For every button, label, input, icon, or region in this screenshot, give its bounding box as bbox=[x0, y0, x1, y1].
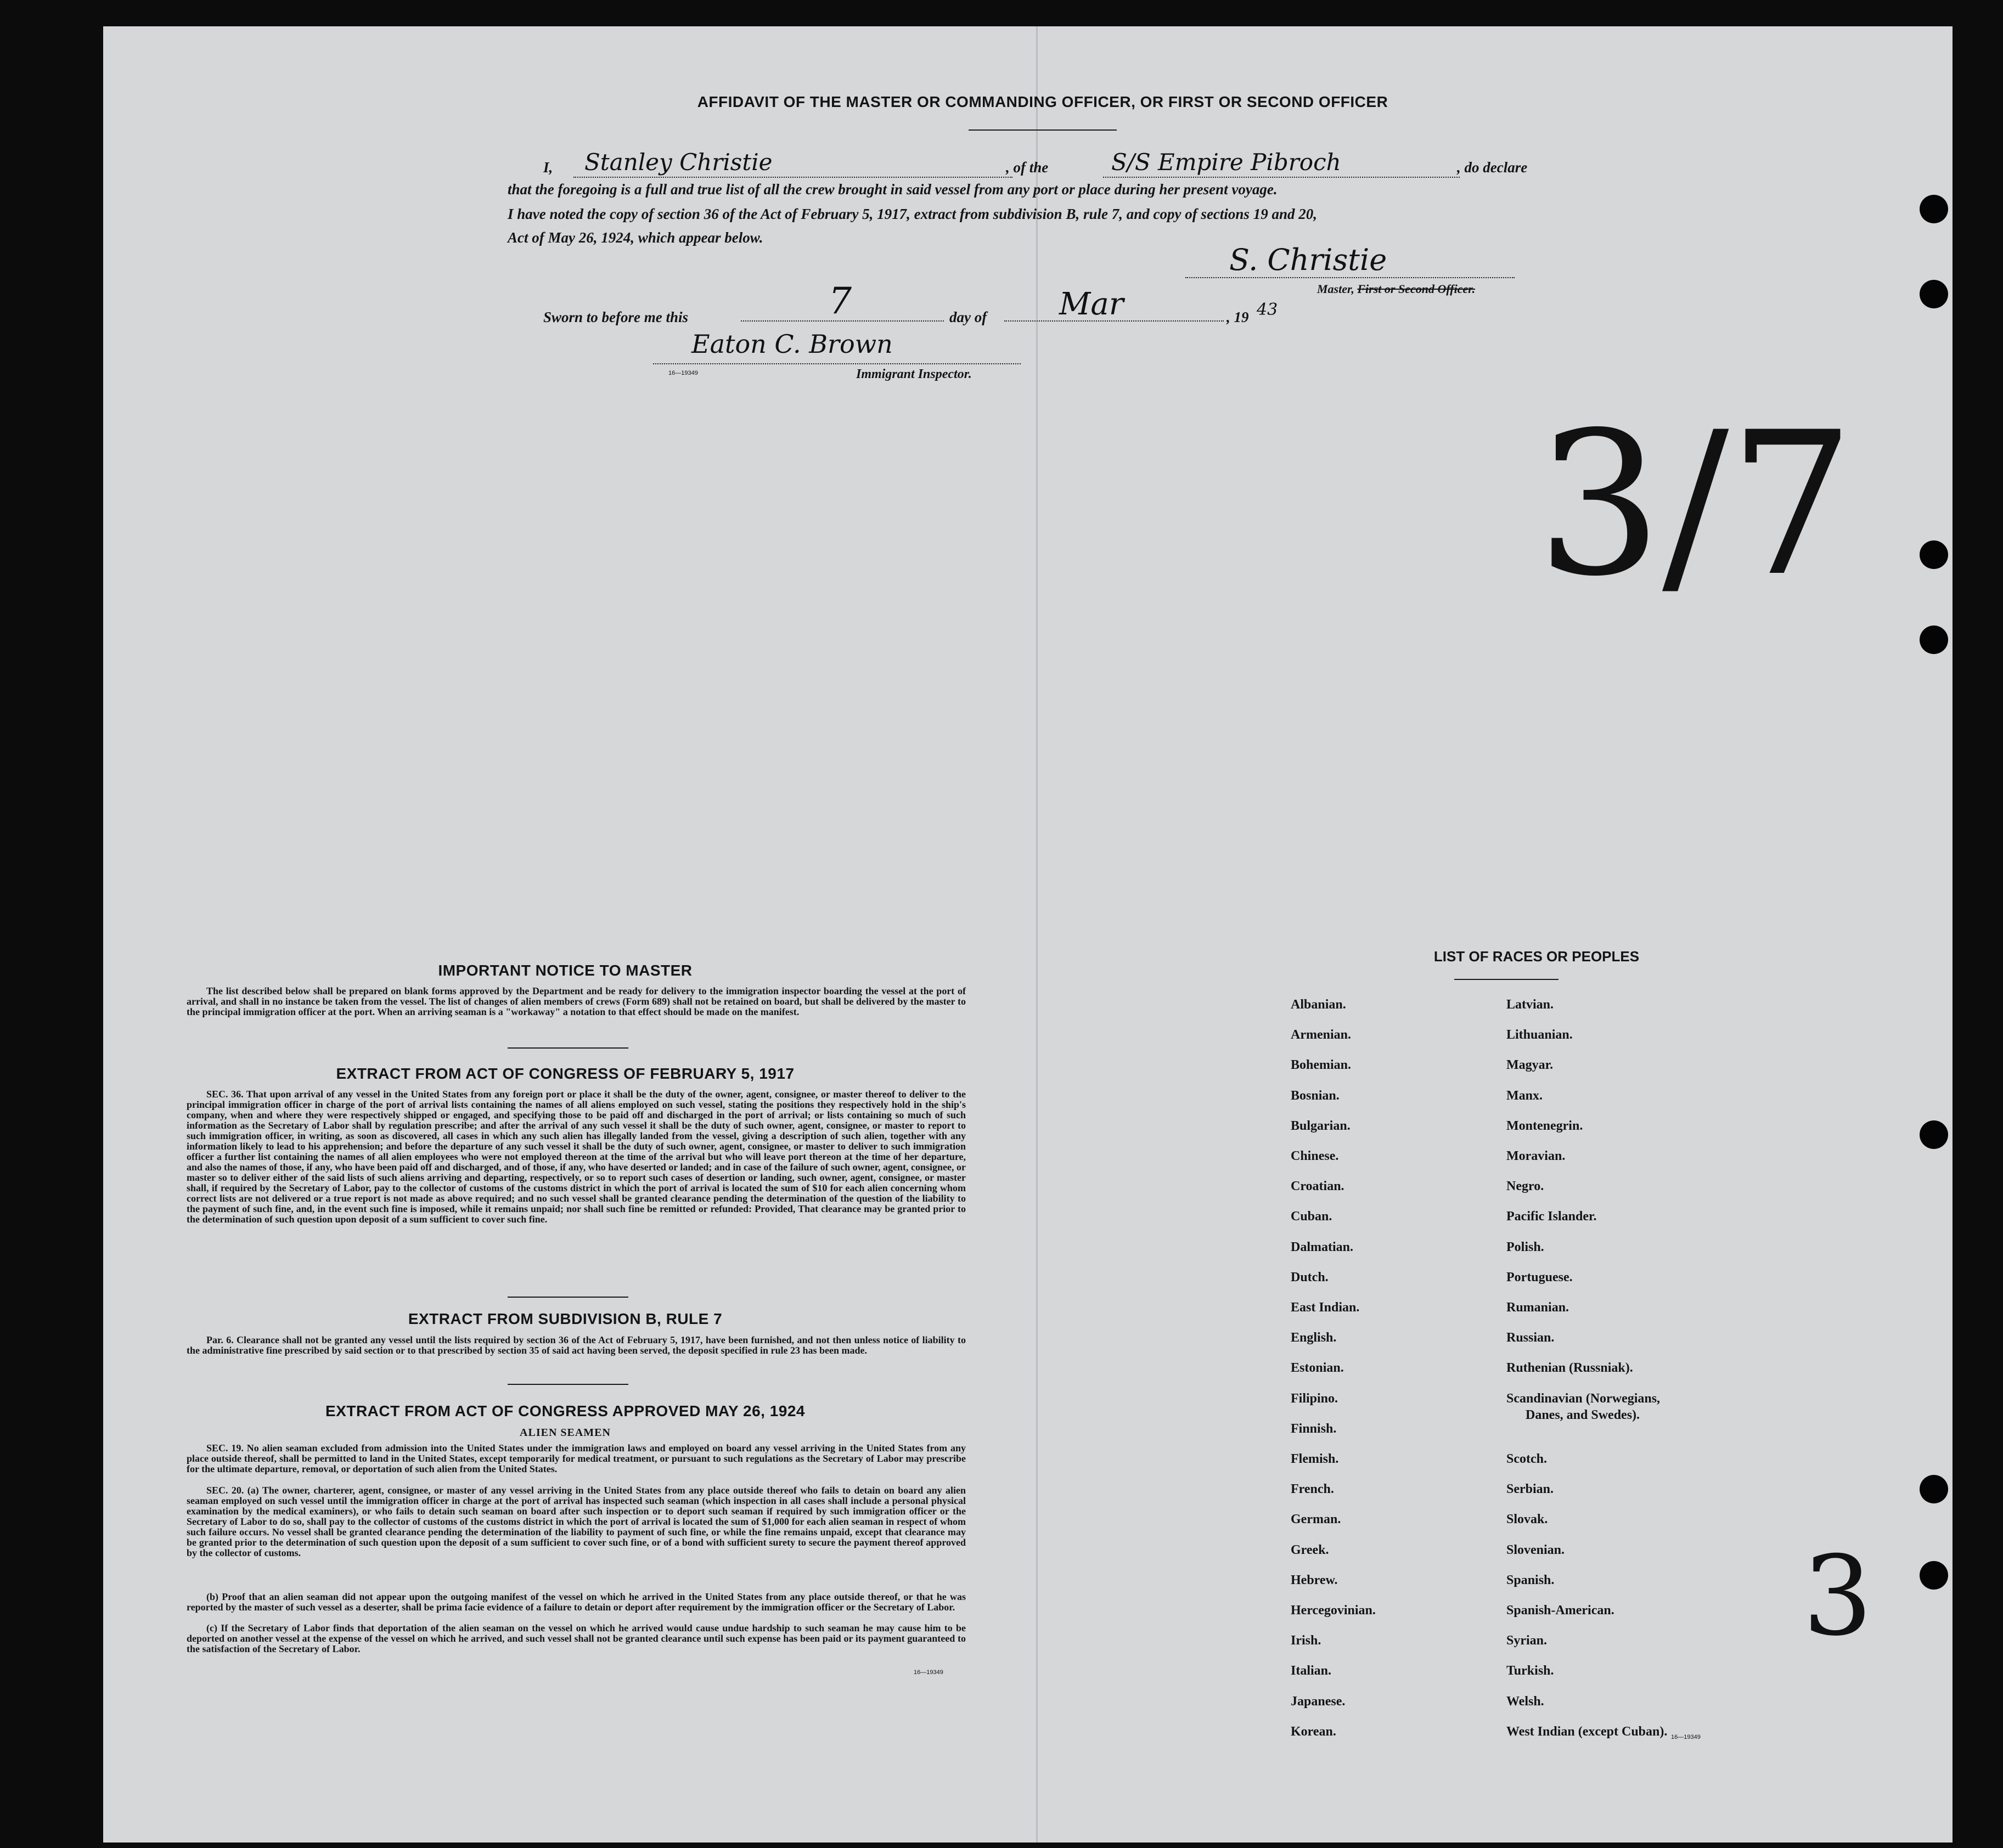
race-item-left: Bohemian. bbox=[1291, 1058, 1352, 1073]
master-name-line bbox=[573, 177, 1012, 178]
affidavit-of-the: , of the bbox=[1006, 159, 1049, 176]
race-item-left: Dalmatian. bbox=[1291, 1239, 1353, 1254]
sworn-month-line bbox=[1004, 320, 1224, 322]
master-name: Stanley Christie bbox=[584, 149, 773, 176]
race-item-left: Irish. bbox=[1291, 1633, 1321, 1648]
affidavit-title: AFFIDAVIT OF THE MASTER OR COMMANDING OFFICER, OR FIRST OR SECOND OFFICER bbox=[697, 93, 1388, 110]
act1917-text: SEC. 36. That upon arrival of any vessel in the United States from any foreign port or place it shall be the duty of the owner, agent, consignee, or master thereof to deliver to the principal immigration officer in charge of the port of arrival lists containing the names of all aliens employed on such vessel, stating the positions they respectively hold in the ship's company, when and where they were respectively shipped or engaged, and specifying those to be paid off and discharged in the port of arrival; or lists containing so much of such information as the Secretary of Labor shall by regulation prescribe; and after the arrival of any such vessel it shall be the duty of such owner, agent, consignee, or master to report to such immigration officer, in writing, as soon as discovered, all cases in which any such alien has illegally landed from the vessel, giving a description of such alien, together with any information likely to lead to his apprehension; and before the departure of any such vessel it shall be the duty of such owner, agent, consignee, or master to deliver to such immigration officer a further list containing the names of all alien employees who were not employed thereon at the time of the arrival but who will leave port thereon at the time of her departure, and also the names of those, if any, who have been paid off and discharged, and of those, if any, who have deserted or landed; and in case of the failure of such owner, agent, consignee, or master so to deliver either of the said lists of such aliens arriving and departing, respectively, or so to report such cases of desertion or landing, such owner, agent, consignee, or master shall, if required by the Secretary of Labor, pay to the collector of customs of the customs district in which the port of arrival is located the sum of $10 for each alien concerning whom correct lists are not delivered or a true report is not made as above required; and no such vessel shall be granted clearance pending the determination of the question of the liability to the payment of such fine, and, in the event such fine is imposed, while it remains unpaid; nor shall such fine be remitted or refunded: Provided, That clearance may be granted prior to the determination of such question upon deposit of a sum sufficient to cover such fine. bbox=[187, 1089, 966, 1225]
race-item-left: Armenian. bbox=[1291, 1028, 1351, 1043]
race-item-right: Negro. bbox=[1506, 1179, 1544, 1194]
act1924-sec20a: SEC. 20. (a) The owner, charterer, agent, consignee, or master of any vessel arriving in the United States from any place outside thereof who fails to detain on board any alien seaman employed on such vessel until the immigration officer in charge at the port of arrival has inspected such seaman (which inspection in all cases shall include a personal physical examination by the medical examiners), or who fails to detain such seaman on board after such inspection or to deport such seaman if required by such immigration officer or the Secretary of Labor to do so, shall pay to the collector of customs of the customs district in which the port of arrival is located the sum of $1,000 for each alien seaman in respect of whom such failure occurs. No vessel shall be granted clearance pending the determination of the liability to payment of such fine, or while the fine remains unpaid, except that clearance may be granted prior to the determination of such question upon the deposit of a sum sufficient to cover such fine, or of a bond with sufficient surety to secure the payment thereof approved by the collector of customs. bbox=[187, 1485, 966, 1558]
act1917-title: EXTRACT FROM ACT OF CONGRESS OF FEBRUARY 5, 1917 bbox=[336, 1065, 795, 1082]
affidavit-do-declare: , do declare bbox=[1457, 159, 1528, 176]
inspector-signature: Eaton C. Brown bbox=[691, 329, 893, 359]
race-item-right: Manx. bbox=[1506, 1088, 1543, 1103]
sworn-year-prefix: , 19 bbox=[1226, 309, 1249, 325]
fold-line bbox=[1036, 26, 1038, 1843]
handwritten-corner-number: 3 bbox=[1803, 1533, 1873, 1660]
act1924-sec20c: (c) If the Secretary of Labor finds that deportation of the alien seaman on the vessel on which he arrived would cause undue hardship to such seaman he may cause him to be deported on another vessel at the expense of the vessel on which he arrived, and such vessel shall not be granted clearance until such expense has been paid or its payment guaranteed to the satisfaction of the Secretary of Labor. bbox=[187, 1622, 966, 1654]
race-item-right: Slovak. bbox=[1506, 1512, 1548, 1527]
affidavit-i: I, bbox=[543, 159, 553, 176]
vessel-name-line bbox=[1103, 177, 1460, 178]
race-item-left: Filipino. bbox=[1291, 1391, 1338, 1406]
race-item-left: French. bbox=[1291, 1482, 1334, 1497]
rule7-text: Par. 6. Clearance shall not be granted any vessel until the lists required by section 36 of the Act of February 5, 1917, have been furnished, and not then unless notice of liability to the administrative fine prescribed by said section or to that prescribed by section 35 of said act having been served, the deposit specified in rule 23 has been made. bbox=[187, 1334, 966, 1356]
race-item-left: Korean. bbox=[1291, 1724, 1336, 1739]
races-rule bbox=[1454, 979, 1558, 980]
race-item-right: Turkish. bbox=[1506, 1664, 1554, 1678]
act1917-rule bbox=[508, 1297, 628, 1298]
race-item-right: Welsh. bbox=[1506, 1694, 1544, 1709]
sworn-day-line bbox=[741, 320, 944, 322]
binder-hole bbox=[1920, 540, 1948, 569]
race-item-right: Scotch. bbox=[1506, 1452, 1547, 1466]
binder-hole bbox=[1920, 280, 1948, 308]
race-item-right: Syrian. bbox=[1506, 1633, 1548, 1648]
rule7-rule bbox=[508, 1384, 628, 1385]
binder-hole bbox=[1920, 1475, 1948, 1503]
races-form-number: 16—19349 bbox=[1671, 1734, 1701, 1740]
race-item-left: Dutch. bbox=[1291, 1270, 1329, 1284]
race-item-left: Cuban. bbox=[1291, 1209, 1332, 1224]
caption-master: Master, bbox=[1317, 282, 1354, 296]
race-item-left: Albanian. bbox=[1291, 998, 1346, 1012]
title-rule bbox=[969, 129, 1117, 131]
sworn-month: Mar bbox=[1059, 286, 1124, 322]
race-item-left: Hercegovinian. bbox=[1291, 1603, 1376, 1618]
race-item-right: Spanish-American. bbox=[1506, 1603, 1614, 1618]
race-item-right: Scandinavian (Norwegians, bbox=[1506, 1391, 1661, 1406]
race-item-left: Bulgarian. bbox=[1291, 1118, 1351, 1133]
race-item-left: Hebrew. bbox=[1291, 1573, 1338, 1587]
sworn-day: 7 bbox=[829, 280, 852, 322]
race-item-left: English. bbox=[1291, 1331, 1337, 1345]
race-item-right: Moravian. bbox=[1506, 1149, 1566, 1163]
notice-rule bbox=[508, 1047, 628, 1049]
vessel-name: S/S Empire Pibroch bbox=[1111, 149, 1341, 176]
race-item-left: Italian. bbox=[1291, 1664, 1332, 1678]
sworn-prefix: Sworn to before me this bbox=[543, 309, 689, 325]
document-page bbox=[103, 26, 1953, 1843]
affidavit-line3: I have noted the copy of section 36 of the Act of February 5, 1917, extract from subdivision B, rule 7, and copy of sections 19 and 20, bbox=[508, 206, 1317, 222]
races-title: LIST OF RACES OR PEOPLES bbox=[1433, 948, 1640, 965]
affidavit-line1 bbox=[508, 149, 1550, 179]
act1924-sec20b: (b) Proof that an alien seaman did not appear upon the outgoing manifest of the vessel on which he arrived in the United States from any place outside thereof, or that he was reported by the master of such vessel as a deserter, shall be prima facie evidence of a failure to detain or deport after requirement by the immigration officer or the Secretary of Labor. bbox=[187, 1591, 966, 1613]
race-item-right: Pacific Islander. bbox=[1506, 1209, 1597, 1224]
race-item-right: Polish. bbox=[1506, 1239, 1544, 1254]
binder-hole bbox=[1920, 626, 1948, 654]
caption-struck-officer: First or Second Officer. bbox=[1357, 282, 1476, 296]
affidavit-line4: Act of May 26, 1924, which appear below. bbox=[508, 229, 763, 246]
race-item-right: West Indian (except Cuban). bbox=[1506, 1724, 1668, 1739]
affidavit-line2: that the foregoing is a full and true list of all the crew brought in said vessel from any port or place during her present voyage. bbox=[508, 181, 1278, 198]
notice-title: IMPORTANT NOTICE TO MASTER bbox=[438, 962, 693, 979]
race-item-left: Estonian. bbox=[1291, 1361, 1344, 1376]
sworn-year: 43 bbox=[1257, 300, 1278, 319]
notice-text: The list described below shall be prepared on blank forms approved by the Department and be ready for delivery to the immigration inspector boarding the vessel at the port of arrival, and shall in no instance be taken from the vessel. The list of changes of alien members of crews (Form 689) shall not be retained on board, but shall be delivered by the master to the principal immigration officer at the port. When an arriving seaman is a "workaway" a notation to that effect should be made on the manifest. bbox=[187, 985, 966, 1017]
signature-caption bbox=[1317, 279, 1475, 299]
signature-line bbox=[1185, 277, 1515, 278]
act1924-form-number: 16—19349 bbox=[914, 1669, 943, 1676]
act1924-subtitle: ALIEN SEAMEN bbox=[520, 1427, 611, 1439]
race-item-left: Bosnian. bbox=[1291, 1088, 1340, 1103]
race-item-right: Serbian. bbox=[1506, 1482, 1554, 1497]
race-item-left: Croatian. bbox=[1291, 1179, 1344, 1194]
sworn-day-of: day of bbox=[949, 309, 987, 325]
race-item-right: Danes, and Swedes). bbox=[1526, 1407, 1640, 1422]
race-item-left: Japanese. bbox=[1291, 1694, 1346, 1709]
race-item-right: Portuguese. bbox=[1506, 1270, 1573, 1284]
race-item-right: Lithuanian. bbox=[1506, 1028, 1573, 1043]
act1924-title: EXTRACT FROM ACT OF CONGRESS APPROVED MAY 26, 1924 bbox=[325, 1402, 805, 1419]
binder-hole bbox=[1920, 1561, 1948, 1590]
act1924-sec19: SEC. 19. No alien seaman excluded from admission into the United States under the immigration laws and employed on board any vessel arriving in the United States from any place outside thereof, shall be permitted to land in the United States, except temporarily for medical treatment, or pursuant to such regulations as the Secretary of Labor may prescribe for the ultimate departure, removal, or deportation of such alien from the United States. bbox=[187, 1443, 966, 1474]
race-item-right: Rumanian. bbox=[1506, 1300, 1569, 1315]
race-item-left: German. bbox=[1291, 1512, 1341, 1527]
inspector-form-number: 16—19349 bbox=[668, 370, 698, 376]
race-item-left: East Indian. bbox=[1291, 1300, 1360, 1315]
race-item-left: Greek. bbox=[1291, 1542, 1329, 1557]
binder-hole bbox=[1920, 1120, 1948, 1149]
rule7-title: EXTRACT FROM SUBDIVISION B, RULE 7 bbox=[408, 1310, 723, 1327]
race-item-right: Magyar. bbox=[1506, 1058, 1554, 1073]
race-item-left: Finnish. bbox=[1291, 1421, 1337, 1436]
race-item-right: Montenegrin. bbox=[1506, 1118, 1583, 1133]
handwritten-fraction: 3/7 bbox=[1537, 390, 1855, 619]
inspector-caption: Immigrant Inspector. bbox=[856, 367, 972, 381]
race-item-left: Chinese. bbox=[1291, 1149, 1339, 1163]
race-item-right: Russian. bbox=[1506, 1331, 1555, 1345]
race-item-right: Slovenian. bbox=[1506, 1542, 1565, 1557]
race-item-left: Flemish. bbox=[1291, 1452, 1339, 1466]
race-item-right: Spanish. bbox=[1506, 1573, 1555, 1587]
race-item-right: Ruthenian (Russniak). bbox=[1506, 1361, 1633, 1376]
master-signature: S. Christie bbox=[1229, 243, 1387, 277]
binder-hole bbox=[1920, 195, 1948, 223]
race-item-right: Latvian. bbox=[1506, 998, 1554, 1012]
